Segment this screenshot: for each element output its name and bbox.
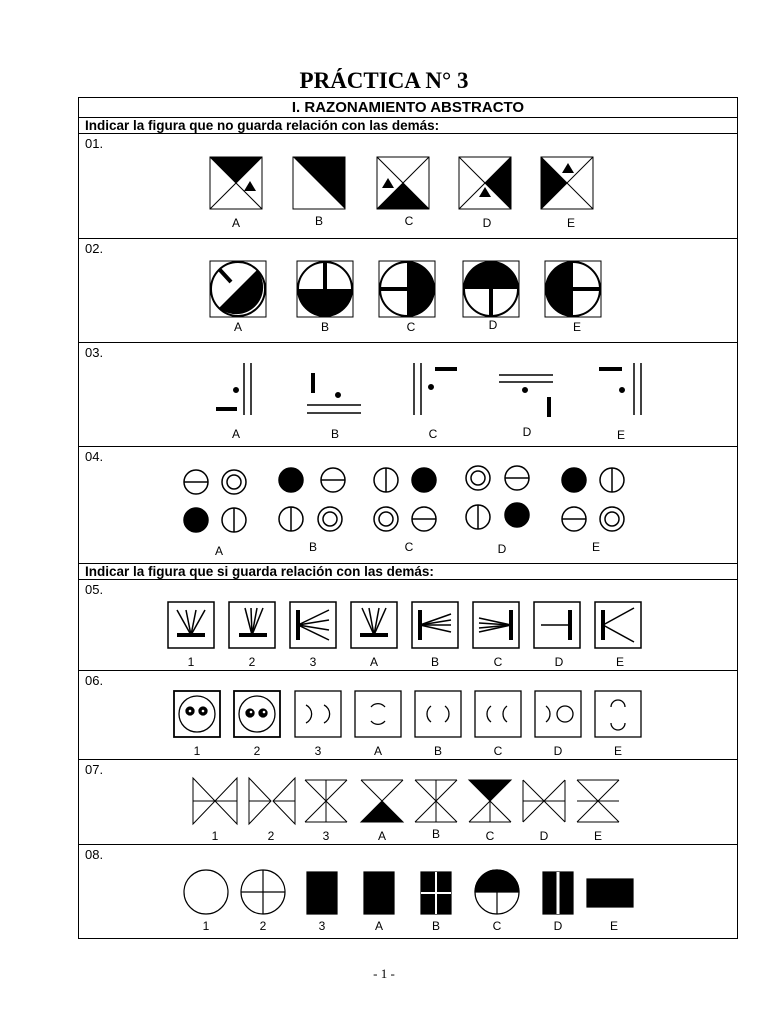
option-a-figure [364, 872, 394, 914]
section-heading: I. RAZONAMIENTO ABSTRACTO [79, 98, 737, 118]
instruction-no-relation: Indicar la figura que no guarda relación con las demás: [79, 118, 737, 134]
option-b-figure [293, 157, 345, 209]
question-number: 02. [85, 241, 104, 256]
question-04-figures [79, 447, 737, 564]
option-label: C [428, 427, 438, 441]
option-label: D [554, 655, 564, 669]
option-label: 3 [314, 744, 322, 758]
option-d-figure [543, 872, 573, 914]
option-label: B [330, 427, 340, 441]
option-label: E [615, 655, 625, 669]
question-08-figures [79, 845, 737, 940]
option-label: 1 [211, 829, 219, 843]
option-a-figure [351, 602, 397, 648]
question-number: 03. [85, 345, 104, 360]
option-b-figure [415, 780, 457, 822]
option-1-figure [174, 691, 220, 737]
option-d-figure [535, 691, 581, 737]
option-label: A [374, 919, 384, 933]
option-e-figure [577, 780, 619, 822]
option-label: 3 [322, 829, 330, 843]
option-label: C [404, 540, 414, 554]
question-04 [79, 447, 737, 564]
option-label: 1 [202, 919, 210, 933]
option-3-figure [305, 780, 347, 822]
option-e-figure [587, 879, 633, 907]
question-08 [79, 845, 737, 940]
option-label: D [497, 542, 507, 556]
question-02 [79, 239, 737, 343]
option-c-figure [414, 363, 457, 415]
option-b-figure [412, 602, 458, 648]
option-c-figure [469, 780, 511, 822]
option-b-figure [307, 373, 361, 413]
option-label: E [572, 320, 582, 334]
option-label: 2 [259, 919, 267, 933]
option-1-figure [193, 778, 237, 824]
option-a-figure [210, 261, 266, 317]
option-c-figure [377, 157, 429, 209]
option-e-figure [545, 261, 601, 317]
option-c-figure [379, 261, 435, 317]
question-06 [79, 671, 737, 760]
option-label: C [492, 919, 502, 933]
option-3-figure [295, 691, 341, 737]
option-label: A [369, 655, 379, 669]
option-label: C [493, 744, 503, 758]
question-number: 01. [85, 136, 104, 151]
option-label: 1 [193, 744, 201, 758]
question-number: 06. [85, 673, 104, 688]
question-01-figures [79, 134, 737, 239]
option-c-figure [475, 870, 519, 914]
instruction-relation: Indicar la figura que si guarda relación con las demás: [79, 564, 737, 580]
option-label: B [314, 214, 324, 228]
option-label: B [433, 744, 443, 758]
question-07-figures [79, 760, 737, 845]
question-02-figures [79, 239, 737, 343]
option-b-figure [297, 261, 353, 317]
option-label: 3 [309, 655, 317, 669]
option-e-figure [599, 363, 641, 415]
option-3-figure [290, 602, 336, 648]
option-2-figure [249, 778, 295, 824]
option-d-figure [463, 261, 519, 317]
option-label: B [320, 320, 330, 334]
option-d-figure [466, 466, 529, 529]
option-d-figure [459, 157, 511, 209]
option-3-figure [307, 872, 337, 914]
question-03-figures [79, 343, 737, 447]
option-1-figure [184, 870, 228, 914]
option-label: 2 [253, 744, 261, 758]
option-c-figure [374, 468, 436, 531]
page-title: PRÁCTICA N° 3 [299, 68, 469, 93]
question-05 [79, 580, 737, 671]
option-label: B [308, 540, 318, 554]
option-a-figure [355, 691, 401, 737]
option-label: D [539, 829, 549, 843]
question-number: 04. [85, 449, 104, 464]
option-label: 1 [187, 655, 195, 669]
option-label: B [431, 827, 441, 841]
option-e-figure [562, 468, 624, 531]
option-d-figure [499, 375, 553, 417]
option-b-figure [421, 872, 451, 914]
option-d-figure [523, 780, 565, 822]
option-2-figure [229, 602, 275, 648]
option-label: 2 [267, 829, 275, 843]
option-label: E [613, 744, 623, 758]
option-label: B [430, 655, 440, 669]
option-label: A [231, 216, 241, 230]
question-05-figures [79, 580, 737, 671]
option-a-figure [361, 780, 403, 822]
option-2-figure [234, 691, 280, 737]
page-number: - 1 - [373, 966, 395, 981]
option-label: D [522, 425, 532, 439]
option-a-figure [210, 157, 262, 209]
question-06-figures [79, 671, 737, 760]
option-label: E [609, 919, 619, 933]
option-label: D [553, 744, 563, 758]
option-label: A [373, 744, 383, 758]
option-e-figure [541, 157, 593, 209]
option-c-figure [473, 602, 519, 648]
question-01 [79, 134, 737, 239]
option-label: A [214, 544, 224, 558]
question-number: 08. [85, 847, 104, 862]
option-label: E [593, 829, 603, 843]
option-e-figure [595, 602, 641, 648]
question-03 [79, 343, 737, 447]
option-label: 2 [248, 655, 256, 669]
option-b-figure [415, 691, 461, 737]
option-a-figure [184, 470, 246, 532]
option-label: D [488, 318, 498, 332]
option-label: B [431, 919, 441, 933]
option-c-figure [475, 691, 521, 737]
option-b-figure [279, 468, 345, 531]
option-label: A [233, 320, 243, 334]
option-label: C [485, 829, 495, 843]
option-label: D [553, 919, 563, 933]
exercise-sheet [78, 97, 738, 939]
option-label: D [482, 216, 492, 230]
question-number: 07. [85, 762, 104, 777]
option-a-figure [216, 363, 251, 415]
option-label: A [231, 427, 241, 441]
option-label: C [404, 214, 414, 228]
question-number: 05. [85, 582, 104, 597]
option-label: 3 [318, 919, 326, 933]
option-label: E [616, 428, 626, 442]
option-label: C [493, 655, 503, 669]
question-07 [79, 760, 737, 845]
option-2-figure [241, 870, 285, 914]
option-d-figure [534, 602, 580, 648]
option-label: E [566, 216, 576, 230]
option-1-figure [168, 602, 214, 648]
option-e-figure [595, 691, 641, 737]
option-label: A [377, 829, 387, 843]
option-label: E [591, 540, 601, 554]
option-label: C [406, 320, 416, 334]
